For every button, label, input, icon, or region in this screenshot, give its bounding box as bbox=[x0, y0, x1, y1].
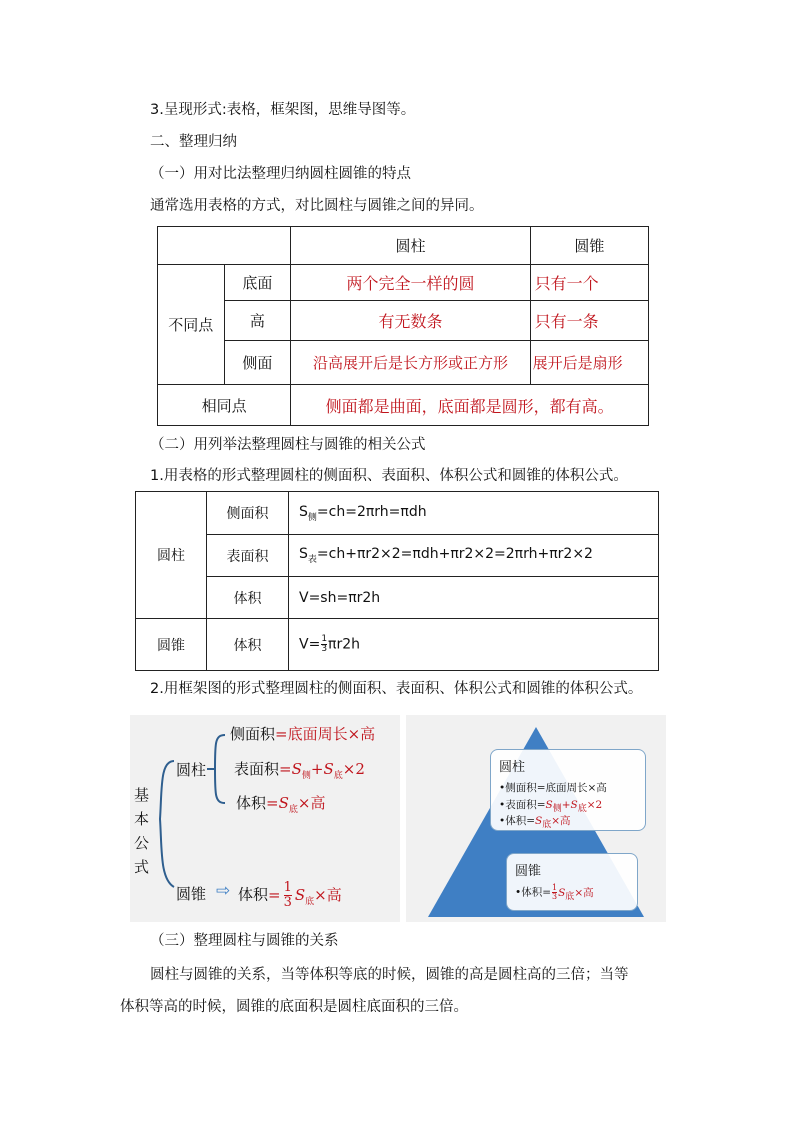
framework-cone-label: 圆锥 bbox=[176, 885, 207, 903]
empty-header-cell bbox=[158, 227, 291, 265]
text-relationship-line2: 体积等高的时候，圆锥的底面积是圆柱底面积的三倍。 bbox=[120, 999, 468, 1015]
framework-cylinder-label: 圆柱 bbox=[176, 761, 207, 779]
formula-volume-cylinder: V=sh=πr2h bbox=[289, 577, 659, 619]
cell-cone-side: 展开后是扇形 bbox=[530, 341, 648, 385]
header-cone: 圆锥 bbox=[530, 227, 648, 265]
framework-cone-volume: 体积= $\frac{1}{3}$ $S_底\times$高 bbox=[238, 880, 342, 910]
row-label-side: 侧面 bbox=[224, 341, 291, 385]
label-volume-cylinder: 体积 bbox=[207, 577, 289, 619]
header-cylinder: 圆柱 bbox=[291, 227, 530, 265]
pyramid-cone-volume: •体积= $\frac{1}{3}$ $S_底\times$高 bbox=[515, 883, 594, 902]
text-table-intro: 通常选用表格的方式，对比圆柱与圆锥之间的异同。 bbox=[150, 198, 484, 214]
subheading-formulas: （二）用列举法整理圆柱与圆锥的相关公式 bbox=[150, 437, 426, 453]
framework-side-area: 侧面积=底面周长×高 bbox=[230, 725, 376, 743]
formula-side-area: $S_侧=ch=2\pi rh=\pi dh$ bbox=[289, 492, 659, 535]
pyramid-side-area: •侧面积=底面周长×高 bbox=[499, 782, 607, 794]
formula-table bbox=[135, 491, 659, 671]
pyramid-surface-area: •表面积$=S_侧+S_底\times 2$ bbox=[499, 799, 603, 815]
group-same: 相同点 bbox=[158, 385, 291, 426]
heading-summary: 二、整理归纳 bbox=[150, 134, 237, 150]
pyramid-cylinder-volume: •体积$=S_底\times$高 bbox=[499, 815, 571, 831]
subheading-relationship: （三）整理圆柱与圆锥的关系 bbox=[150, 933, 339, 949]
cell-cylinder-height: 有无数条 bbox=[291, 301, 530, 341]
framework-surface-area: 表面积$=S_侧+S_底\times 2$ bbox=[234, 760, 365, 781]
text-framework-intro: 2.用框架图的形式整理圆柱的侧面积、表面积、体积公式和圆锥的体积公式。 bbox=[150, 681, 643, 697]
row-label-height: 高 bbox=[224, 301, 291, 341]
subheading-compare: （一）用对比法整理归纳圆柱圆锥的特点 bbox=[150, 166, 411, 182]
pyramid-cylinder-box bbox=[490, 749, 646, 831]
cell-same-value: 侧面都是曲面，底面都是圆形，都有高。 bbox=[291, 385, 649, 426]
framework-panel bbox=[130, 715, 400, 922]
text-presentation-forms: 3.呈现形式:表格，框架图，思维导图等。 bbox=[150, 102, 416, 118]
formula-volume-cone: V= $\frac{1}{3}$ πr2h bbox=[289, 619, 659, 671]
arrow-right-icon: ⇨ bbox=[216, 881, 231, 901]
label-side-area: 侧面积 bbox=[207, 492, 289, 535]
cylinder-group-cell: 圆柱 bbox=[136, 492, 207, 619]
basic-formula-label: 基 本 公 式 bbox=[134, 786, 150, 876]
pyramid-cone-box bbox=[506, 853, 638, 911]
comparison-table bbox=[157, 226, 649, 426]
cell-cylinder-side: 沿高展开后是长方形或正方形 bbox=[291, 341, 530, 385]
pyramid-panel bbox=[406, 715, 666, 922]
pyramid-cylinder-title: 圆柱 bbox=[499, 760, 526, 775]
group-different: 不同点 bbox=[158, 265, 225, 385]
formula-diagrams bbox=[130, 715, 666, 922]
pyramid-cone-title: 圆锥 bbox=[515, 864, 542, 879]
text-relationship-line1: 圆柱与圆锥的关系，当等体积等底的时候，圆锥的高是圆柱高的三倍；当等 bbox=[150, 967, 629, 983]
framework-cylinder-volume: 体积$=S_底\times$高 bbox=[236, 794, 326, 815]
cell-cylinder-base: 两个完全一样的圆 bbox=[291, 265, 530, 301]
row-label-base: 底面 bbox=[224, 265, 291, 301]
text-formula-table-intro: 1.用表格的形式整理圆柱的侧面积、表面积、体积公式和圆锥的体积公式。 bbox=[150, 468, 628, 484]
cell-cone-height: 只有一条 bbox=[530, 301, 648, 341]
cell-cone-base: 只有一个 bbox=[530, 265, 648, 301]
label-surface-area: 表面积 bbox=[207, 535, 289, 577]
label-volume-cone: 体积 bbox=[207, 619, 289, 671]
formula-surface-area: $S_表=ch+\pi r2\times 2=\pi dh+\pi r2\times 2=2\pi rh+\pi r2\times 2$ bbox=[289, 535, 659, 577]
cone-group-cell: 圆锥 bbox=[136, 619, 207, 671]
